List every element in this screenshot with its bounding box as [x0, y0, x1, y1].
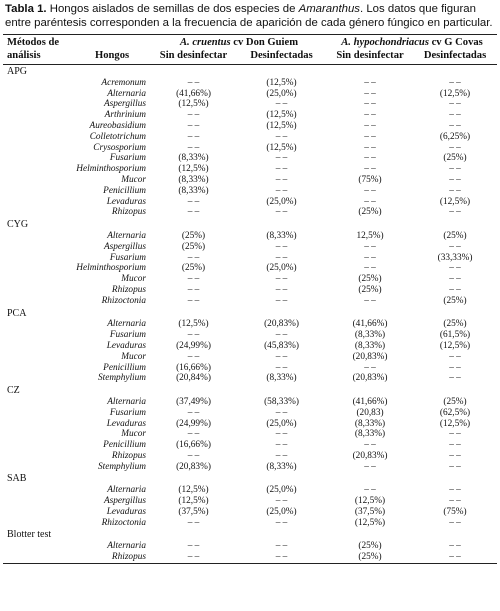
frequency-cell: (16,66%) — [176, 440, 211, 451]
fungus-name: Levaduras — [106, 340, 146, 351]
frequency-cell: – – — [364, 252, 376, 263]
frequency-cell: – – — [449, 185, 461, 196]
frequency-cell: – – — [449, 164, 461, 175]
frequency-cell: – – — [364, 99, 376, 110]
table-row — [3, 341, 497, 352]
frequency-cell: – – — [187, 252, 200, 263]
fungus-name: Stemphylium — [97, 373, 146, 384]
frequency-cell: – – — [449, 440, 461, 451]
frequency-cell: – – — [275, 174, 288, 185]
method-label: CZ — [7, 385, 20, 397]
species-1-name: A. cruentus — [179, 37, 231, 48]
table-row — [3, 253, 497, 264]
frequency-cell: – – — [187, 110, 200, 121]
frequency-cell: – – — [187, 429, 200, 440]
table-row — [3, 197, 497, 208]
header-s1-disinfected: Desinfectadas — [236, 50, 327, 65]
frequency-cell: – – — [364, 88, 376, 99]
frequency-cell: – – — [275, 407, 288, 418]
frequency-cell: (12,5%) — [439, 196, 471, 207]
frequency-cell: – – — [275, 429, 288, 440]
frequency-cell: – – — [449, 496, 461, 507]
frequency-cell: – – — [413, 552, 497, 563]
frequency-cell: (75%) — [358, 174, 382, 185]
frequency-cell: – – — [364, 185, 376, 196]
frequency-cell: (12,5%) — [266, 120, 297, 131]
frequency-cell: – – — [275, 241, 288, 252]
table-row — [3, 319, 497, 330]
frequency-cell: (41,66%) — [176, 88, 211, 99]
frequency-cell: (20,83%) — [176, 461, 211, 472]
frequency-cell: – – — [364, 131, 376, 142]
frequency-cell: (8,33%) — [178, 185, 209, 196]
fungus-name: Levaduras — [106, 418, 146, 429]
frequency-cell: – – — [364, 241, 376, 252]
frequency-cell: (25%) — [358, 207, 382, 218]
table-row — [3, 408, 497, 419]
fungi-table — [3, 34, 497, 564]
frequency-cell: (25,0%) — [266, 196, 297, 207]
frequency-cell: – – — [275, 274, 288, 285]
table-row — [3, 373, 497, 384]
fungus-name: Fusarium — [109, 330, 146, 341]
frequency-cell: – – — [364, 164, 376, 175]
frequency-cell: (25%) — [327, 552, 413, 563]
frequency-cell: – – — [364, 485, 376, 496]
frequency-cell: (12,5%) — [178, 164, 209, 175]
frequency-cell: (37,49%) — [176, 396, 211, 407]
frequency-cell: (8,33%) — [178, 153, 209, 164]
frequency-cell: (25%) — [358, 284, 382, 295]
table-row — [3, 99, 497, 110]
caption-text-1: Hongos aislados de semillas de dos especies de — [49, 3, 299, 15]
frequency-cell: 12,5%) — [356, 230, 384, 241]
fungus-name: Rhizopus — [111, 207, 146, 218]
frequency-cell: – – — [275, 330, 288, 341]
fungus-name: Aspergillus — [103, 99, 146, 110]
frequency-cell: – – — [187, 120, 200, 131]
header-species-1 — [151, 35, 327, 50]
fungus-name: Alternaria — [107, 396, 146, 407]
table-row — [3, 132, 497, 143]
fungus-name: Alternaria — [107, 541, 146, 552]
fungus-name: Penicillium — [103, 185, 146, 196]
fungus-name: Fusarium — [109, 407, 146, 418]
frequency-cell: – – — [449, 541, 461, 552]
frequency-cell: (12,5%) — [266, 110, 297, 121]
fungus-name: Fusarium — [109, 153, 146, 164]
frequency-cell: (12,5%) — [178, 99, 209, 110]
frequency-cell: (25%) — [443, 396, 467, 407]
frequency-cell: – – — [236, 552, 327, 563]
frequency-cell: (8,33%) — [354, 418, 386, 429]
frequency-cell: (25,0%) — [266, 418, 297, 429]
frequency-cell: (8,33%) — [266, 461, 297, 472]
fungus-name: Rhizopus — [3, 552, 151, 563]
frequency-cell: – – — [275, 131, 288, 142]
fungus-name: Alternaria — [107, 485, 146, 496]
frequency-cell: (20,83%) — [264, 319, 299, 330]
frequency-cell: – – — [449, 429, 461, 440]
frequency-cell: – – — [275, 284, 288, 295]
table-row — [3, 552, 497, 563]
frequency-cell: – – — [187, 142, 200, 153]
table-row — [3, 440, 497, 451]
frequency-cell: (61,5%) — [439, 330, 471, 341]
table-row — [3, 263, 497, 274]
frequency-cell: – – — [275, 440, 288, 451]
fungus-name: Mucor — [121, 174, 146, 185]
frequency-cell: (20,83) — [356, 407, 384, 418]
frequency-cell: (24,99%) — [176, 418, 211, 429]
frequency-cell: (58,33%) — [264, 396, 299, 407]
frequency-cell: – – — [364, 77, 376, 88]
header-species-2 — [327, 35, 497, 50]
table-row — [3, 485, 497, 496]
fungus-name: Rhizoctonia — [101, 517, 146, 528]
frequency-cell: (20,83%) — [352, 450, 388, 461]
method-label: PCA — [7, 307, 27, 319]
frequency-cell: (24,99%) — [176, 340, 211, 351]
method-row — [3, 472, 497, 485]
fungus-name: Colletotrichum — [89, 131, 146, 142]
frequency-cell: – – — [449, 120, 461, 131]
frequency-cell: – – — [449, 351, 461, 362]
frequency-cell: (25%) — [358, 274, 382, 285]
frequency-cell: (25,0%) — [266, 485, 297, 496]
header-s1-untreated: Sin desinfectar — [151, 50, 236, 65]
species-2-name: A. hypochondriacus — [341, 37, 429, 48]
frequency-cell: – – — [275, 252, 288, 263]
method-label: CYG — [7, 219, 29, 231]
fungus-name: Aspergillus — [103, 496, 146, 507]
frequency-cell: – – — [187, 196, 200, 207]
fungus-name: Arthrinium — [104, 110, 146, 121]
frequency-cell: (12,5%) — [178, 485, 209, 496]
frequency-cell: – – — [187, 351, 200, 362]
frequency-cell: (20,84%) — [176, 373, 211, 384]
fungus-name: Mucor — [121, 351, 146, 362]
caption-genus: Amaranthus — [298, 3, 361, 15]
frequency-cell: – – — [275, 207, 288, 218]
table-body — [3, 65, 497, 564]
table-row — [3, 363, 497, 374]
table-row — [3, 274, 497, 285]
table-row — [3, 429, 497, 440]
frequency-cell: – – — [364, 110, 376, 121]
header-s2-untreated: Sin desinfectar — [327, 50, 413, 65]
fungus-name: Mucor — [121, 429, 146, 440]
frequency-cell: – – — [449, 362, 461, 373]
fungus-name: Helminthosporium — [76, 263, 146, 274]
method-row — [3, 65, 497, 78]
table-row — [3, 78, 497, 89]
header-s2-disinfected: Desinfectadas — [413, 50, 497, 65]
frequency-cell: – – — [275, 164, 288, 175]
frequency-cell: – – — [187, 131, 200, 142]
frequency-cell: – – — [364, 461, 376, 472]
frequency-cell: – – — [187, 77, 200, 88]
frequency-cell: – – — [275, 450, 288, 461]
frequency-cell: (8,33%) — [354, 429, 386, 440]
fungus-name: Alternaria — [107, 88, 146, 99]
frequency-cell: (8,33%) — [178, 174, 209, 185]
fungus-name: Penicillium — [103, 440, 146, 451]
frequency-cell: – – — [275, 185, 288, 196]
frequency-cell: (25,0%) — [266, 506, 297, 517]
frequency-cell: (12,5%) — [266, 142, 297, 153]
frequency-cell: – – — [275, 99, 288, 110]
table-row — [3, 518, 497, 529]
frequency-cell: – – — [364, 120, 376, 131]
fungus-name: Levaduras — [106, 506, 146, 517]
frequency-cell: – – — [449, 142, 461, 153]
frequency-cell: (12,5%) — [439, 88, 471, 99]
frequency-cell: – – — [364, 362, 376, 373]
frequency-cell: (25%) — [443, 230, 467, 241]
table-row — [3, 330, 497, 341]
frequency-cell: (25%) — [181, 230, 206, 241]
header-analysis: análisis — [3, 50, 91, 65]
frequency-cell: – – — [187, 207, 200, 218]
frequency-cell: (41,66%) — [352, 319, 388, 330]
frequency-cell: (8,33%) — [354, 340, 386, 351]
table-row — [3, 110, 497, 121]
fungus-name: Acremonum — [101, 77, 146, 88]
frequency-cell: (25%) — [181, 241, 206, 252]
frequency-cell: – – — [449, 450, 461, 461]
frequency-cell: – – — [364, 295, 376, 306]
frequency-cell: – – — [449, 110, 461, 121]
frequency-cell: – – — [187, 517, 200, 528]
frequency-cell: (33,33%) — [437, 252, 473, 263]
frequency-cell: – – — [449, 241, 461, 252]
table-header — [3, 35, 497, 65]
frequency-cell: – – — [364, 263, 376, 274]
frequency-cell: (12,5%) — [354, 517, 386, 528]
frequency-cell: (41,66%) — [352, 396, 388, 407]
table-row — [3, 153, 497, 164]
frequency-cell: – – — [449, 263, 461, 274]
frequency-cell: (8,33%) — [266, 373, 297, 384]
table-row — [3, 231, 497, 242]
frequency-cell: (12,5%) — [439, 418, 471, 429]
method-label: APG — [7, 66, 28, 77]
species-2-cultivar: cv G Covas — [431, 37, 483, 48]
table-row — [3, 164, 497, 175]
table-row — [3, 285, 497, 296]
table-row — [3, 242, 497, 253]
frequency-cell: (25%) — [181, 263, 206, 274]
frequency-cell: – – — [364, 196, 376, 207]
frequency-cell: – – — [449, 99, 461, 110]
frequency-cell: (25%) — [443, 153, 467, 164]
table-row — [3, 296, 497, 307]
frequency-cell: – – — [275, 153, 288, 164]
frequency-cell: – – — [275, 295, 288, 306]
frequency-cell: – – — [187, 284, 200, 295]
method-label: SAB — [7, 473, 27, 485]
fungus-name: Fusarium — [109, 252, 146, 263]
frequency-cell: (16,66%) — [176, 362, 211, 373]
frequency-cell: – – — [275, 351, 288, 362]
frequency-cell: – – — [275, 362, 288, 373]
frequency-cell: – – — [449, 174, 461, 185]
frequency-cell: (8,33%) — [354, 330, 386, 341]
frequency-cell: (25%) — [443, 319, 467, 330]
frequency-cell: – – — [187, 407, 200, 418]
table-caption — [5, 2, 497, 30]
frequency-cell: (25%) — [443, 295, 467, 306]
frequency-cell: – – — [275, 541, 288, 552]
frequency-cell: – – — [187, 274, 200, 285]
frequency-cell: (8,33%) — [266, 230, 297, 241]
fungus-name: Levaduras — [106, 196, 146, 207]
caption-label: Tabla 1. — [5, 3, 47, 15]
table-row — [3, 207, 497, 218]
fungus-name: Rhizopus — [111, 284, 146, 295]
fungus-name: Penicillium — [103, 362, 146, 373]
frequency-cell: (75%) — [443, 506, 467, 517]
caption-text-2: . Los datos que figuran entre paréntesis corresponden a la frecuencia de aparición de cada género fúngico en particular. — [5, 3, 493, 29]
table-row — [3, 507, 497, 518]
frequency-cell: (20,83%) — [352, 373, 388, 384]
frequency-cell: – – — [449, 207, 461, 218]
frequency-cell: – – — [449, 274, 461, 285]
frequency-cell: (12,5%) — [439, 340, 471, 351]
species-1-cultivar: cv Don Guiem — [233, 37, 299, 48]
fungus-name: Rhizopus — [111, 450, 146, 461]
header-fungi: Hongos — [91, 50, 151, 65]
frequency-cell: (62,5%) — [439, 407, 471, 418]
frequency-cell: – – — [449, 517, 461, 528]
fungus-name: Crysosporium — [93, 142, 146, 153]
method-label: Blotter test — [7, 529, 52, 541]
frequency-cell: – – — [364, 153, 376, 164]
frequency-cell: – – — [449, 284, 461, 295]
frequency-cell: (12,5%) — [178, 319, 209, 330]
method-row — [3, 307, 497, 320]
table-row — [3, 186, 497, 197]
table-row — [3, 89, 497, 100]
frequency-cell: – – — [275, 496, 288, 507]
fungus-name: Aureobasidium — [89, 120, 146, 131]
fungus-name: Aspergillus — [103, 241, 146, 252]
frequency-cell: – – — [275, 517, 288, 528]
frequency-cell: (12,5%) — [178, 496, 209, 507]
frequency-cell: – – — [449, 461, 461, 472]
frequency-cell: – – — [449, 373, 461, 384]
frequency-cell: – – — [449, 77, 461, 88]
table-row — [3, 541, 497, 552]
table-row — [3, 121, 497, 132]
frequency-cell: (37,5%) — [354, 506, 386, 517]
frequency-cell: (20,83%) — [352, 351, 388, 362]
frequency-cell: – – — [187, 330, 200, 341]
frequency-cell: – – — [187, 541, 200, 552]
frequency-cell: (12,5%) — [354, 496, 386, 507]
fungus-name: Rhizoctonia — [101, 295, 146, 306]
table-row — [3, 419, 497, 430]
frequency-cell: – – — [151, 552, 236, 563]
fungus-name: Stemphylium — [97, 461, 146, 472]
frequency-cell: – – — [187, 295, 200, 306]
frequency-cell: – – — [187, 450, 200, 461]
method-row — [3, 218, 497, 231]
frequency-cell: (25%) — [358, 541, 382, 552]
table-row — [3, 496, 497, 507]
fungus-name: Mucor — [121, 274, 146, 285]
frequency-cell: (6,25%) — [439, 131, 471, 142]
table-row — [3, 352, 497, 363]
frequency-cell: – – — [449, 485, 461, 496]
table-row — [3, 397, 497, 408]
table-row — [3, 451, 497, 462]
frequency-cell: (37,5%) — [178, 506, 209, 517]
fungus-name: Alternaria — [107, 230, 146, 241]
frequency-cell: – – — [364, 142, 376, 153]
frequency-cell: (12,5%) — [266, 77, 297, 88]
table-row — [3, 175, 497, 186]
method-row — [3, 384, 497, 397]
table-row — [3, 143, 497, 154]
header-methods: Métodos de — [3, 35, 151, 50]
frequency-cell: (45,83%) — [264, 340, 299, 351]
fungus-name: Alternaria — [107, 319, 146, 330]
frequency-cell: – – — [364, 440, 376, 451]
frequency-cell: (25,0%) — [266, 88, 297, 99]
fungus-name: Helminthosporium — [76, 164, 146, 175]
method-row — [3, 528, 497, 541]
frequency-cell: (25,0%) — [266, 263, 297, 274]
table-row — [3, 462, 497, 473]
